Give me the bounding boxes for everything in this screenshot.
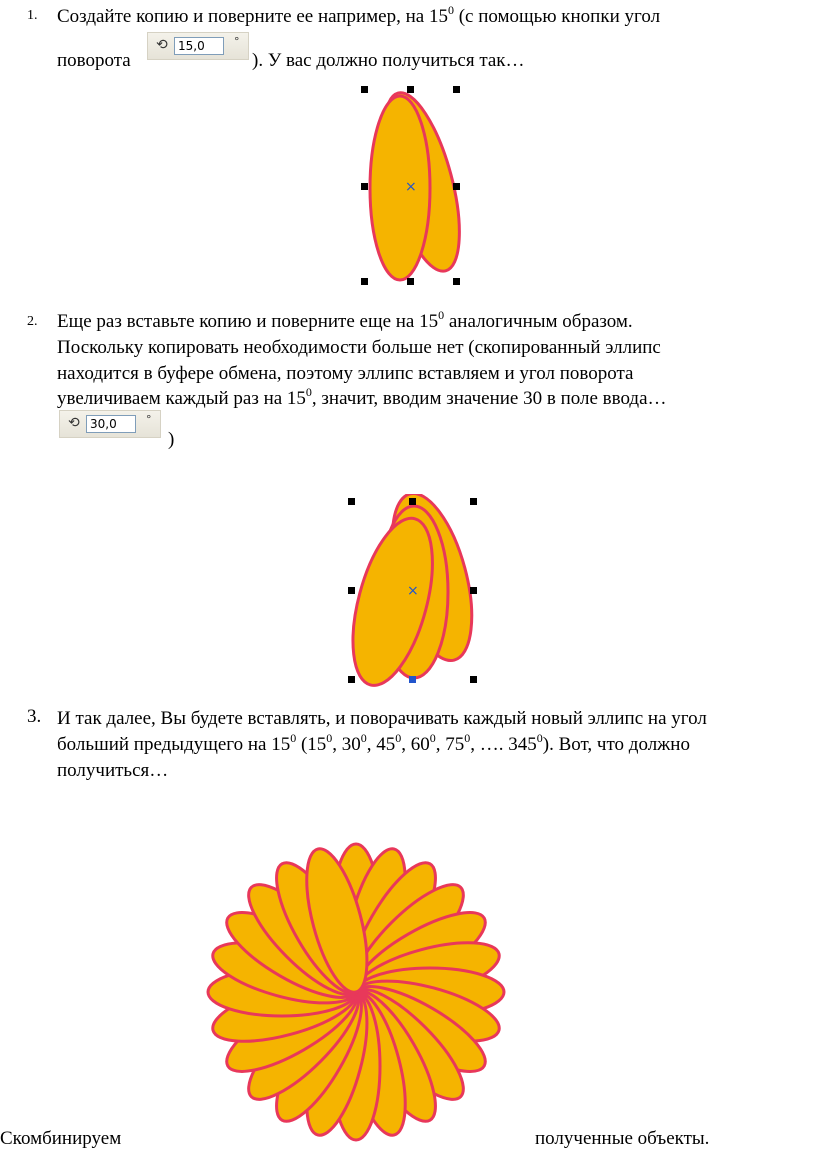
rotation-angle-control-2[interactable] bbox=[59, 410, 161, 438]
handle-tl[interactable] bbox=[348, 498, 355, 505]
flower-petals bbox=[207, 843, 505, 1141]
rotation-center-icon[interactable]: × bbox=[405, 179, 417, 195]
rotate-icon: ⟲ bbox=[156, 37, 168, 53]
handle-tc[interactable] bbox=[409, 498, 416, 505]
step2-line3: находится в буфере обмена, поэтому эллипс вставляем и угол поворота bbox=[57, 363, 634, 384]
handle-bc[interactable] bbox=[409, 676, 416, 683]
step2-line2: Поскольку копировать необходимости больше нет (скопированный эллипс bbox=[57, 337, 661, 358]
step2-line4: увеличиваем каждый раз на $15^0$, значит, вводим значение 30 в поле ввода… bbox=[57, 384, 667, 409]
step2-line1: Еще раз вставьте копию и поверните еще на $15^0$ аналогичным образом. bbox=[57, 307, 633, 332]
footer-right: полученные объекты. bbox=[535, 1128, 710, 1149]
rotation-angle-control-1[interactable] bbox=[147, 32, 249, 60]
figure-flower bbox=[196, 836, 516, 1156]
ellipse-group bbox=[369, 85, 470, 280]
handle-ml[interactable] bbox=[348, 587, 355, 594]
figure-two-ellipses bbox=[350, 82, 470, 292]
step2-line5: ) bbox=[168, 429, 175, 450]
rotation-angle-input-1[interactable]: 15,0 bbox=[174, 37, 224, 55]
step2-number: 2. bbox=[27, 314, 38, 329]
handle-ml[interactable] bbox=[361, 183, 368, 190]
rotation-angle-input-2[interactable]: 30,0 bbox=[86, 415, 136, 433]
step3-line3: получиться… bbox=[57, 760, 169, 781]
degree-unit: ° bbox=[234, 35, 240, 48]
step3-line2: больший предыдущего на $15^0$ ($15^0$, $30^0$, $45^0$, $60^0$, $75^0$, …. $345^0$). Вот, что должно bbox=[57, 730, 690, 755]
handle-tc[interactable] bbox=[407, 86, 414, 93]
figure-three-ellipses bbox=[340, 494, 480, 694]
handle-tr[interactable] bbox=[470, 498, 477, 505]
rotate-icon: ⟲ bbox=[68, 415, 80, 431]
degree-unit: ° bbox=[146, 413, 152, 426]
step3-number: 3. bbox=[27, 706, 42, 727]
ellipse-0[interactable] bbox=[370, 96, 430, 280]
handle-mr[interactable] bbox=[453, 183, 460, 190]
step1-line2: поворота bbox=[57, 50, 131, 71]
footer-left: Скомбинируем bbox=[0, 1128, 122, 1149]
handle-bl[interactable] bbox=[361, 278, 368, 285]
handle-tl[interactable] bbox=[361, 86, 368, 93]
handle-bc[interactable] bbox=[407, 278, 414, 285]
handle-br[interactable] bbox=[470, 676, 477, 683]
step3-line1: И так далее, Вы будете вставлять, и поворачивать каждый новый эллипс на угол bbox=[57, 708, 707, 729]
step1-line1: Создайте копию и поверните ее например, на $15^0$ (с помощью кнопки угол bbox=[57, 2, 661, 27]
handle-bl[interactable] bbox=[348, 676, 355, 683]
handle-mr[interactable] bbox=[470, 587, 477, 594]
handle-br[interactable] bbox=[453, 278, 460, 285]
step1-number: 1. bbox=[27, 8, 38, 23]
step1-line2-tail: ). У вас должно получиться так… bbox=[252, 50, 525, 71]
handle-tr[interactable] bbox=[453, 86, 460, 93]
rotation-center-icon[interactable]: × bbox=[407, 583, 419, 599]
